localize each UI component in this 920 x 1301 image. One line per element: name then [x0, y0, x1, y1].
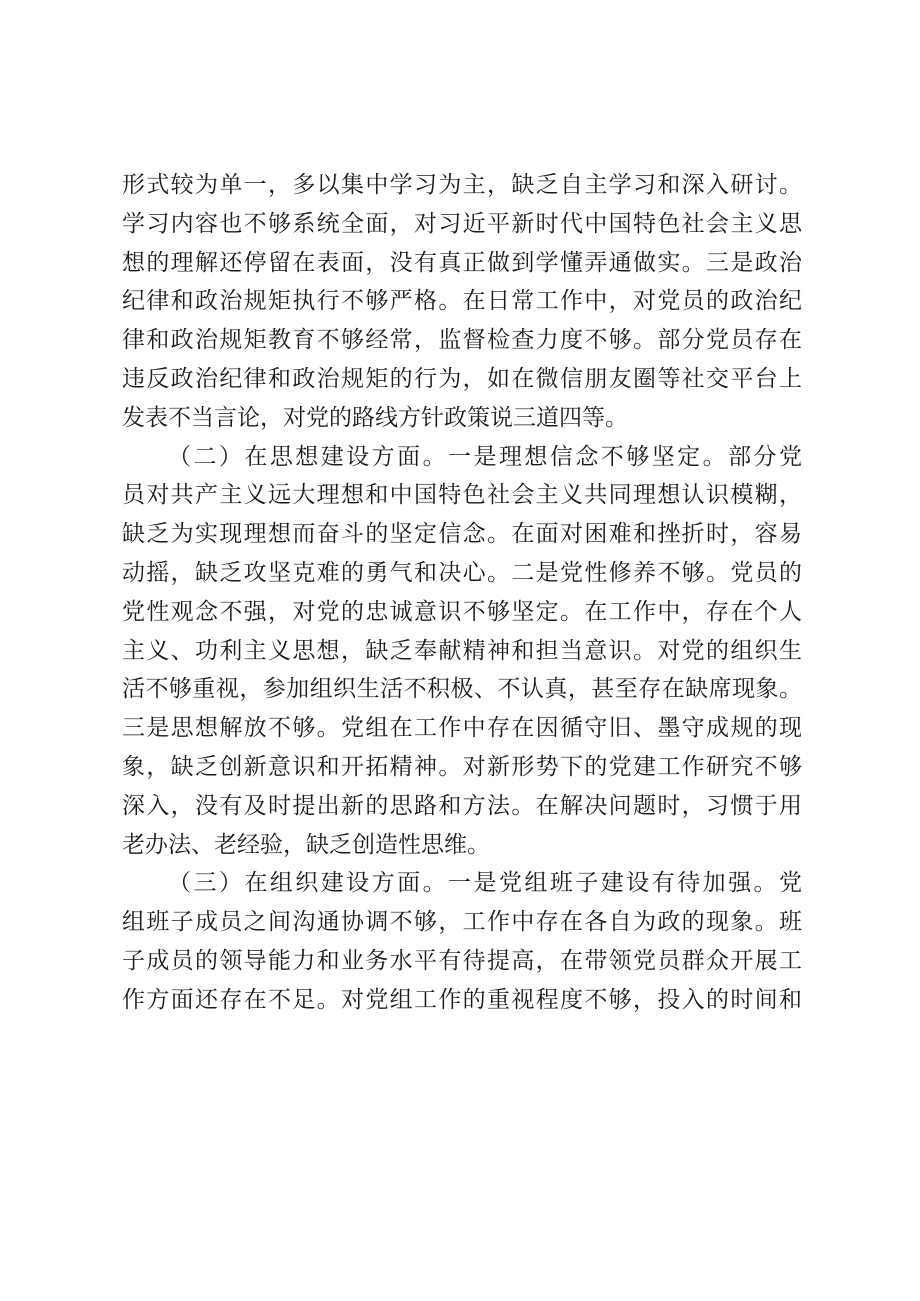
- text-line: 学习内容也不够系统全面，对习近平新时代中国特色社会主义思: [122, 210, 802, 237]
- paragraph-ideological-building: [122, 438, 802, 865]
- text-line: 党性观念不强，对党的忠诚意识不够坚定。在工作中，存在个人: [122, 598, 802, 625]
- text-line: 作方面还存在不足。对党组工作的重视程度不够，投入的时间和: [122, 986, 802, 1013]
- text-line: 发表不当言论，对党的路线方针政策说三道四等。: [122, 404, 628, 431]
- text-line: 深入，没有及时提出新的思路和方法。在解决问题时，习惯于用: [122, 792, 802, 819]
- text-line: 员对共产主义远大理想和中国特色社会主义共同理想认识模糊，: [122, 482, 802, 509]
- text-line: 缺乏为实现理想而奋斗的坚定信念。在面对困难和挫折时，容易: [122, 521, 802, 548]
- text-line: 象，缺乏创新意识和开拓精神。对新形势下的党建工作研究不够: [122, 753, 802, 780]
- text-line: 律和政治规矩教育不够经常，监督检查力度不够。部分党员存在: [122, 327, 802, 354]
- text-line: 活不够重视，参加组织生活不积极、不认真，甚至存在缺席现象。: [122, 676, 802, 703]
- text-line: 三是思想解放不够。党组在工作中存在因循守旧、墨守成规的现: [122, 715, 802, 742]
- text-line: 想的理解还停留在表面，没有真正做到学懂弄通做实。三是政治: [122, 249, 802, 276]
- text-line: 形式较为单一，多以集中学习为主，缺乏自主学习和深入研讨。: [122, 172, 802, 198]
- text-line: 主义、功利主义思想，缺乏奉献精神和担当意识。对党的组织生: [122, 637, 802, 664]
- text-line: 老办法、老经验，缺乏创造性思维。: [122, 831, 490, 858]
- text-line: （二）在思想建设方面。一是理想信念不够坚定。部分党: [168, 443, 802, 470]
- text-line: 动摇，缺乏攻坚克难的勇气和决心。二是党性修养不够。党员的: [122, 559, 802, 586]
- document-body: [122, 166, 802, 1020]
- text-line: 纪律和政治规矩执行不够严格。在日常工作中，对党员的政治纪: [122, 288, 802, 315]
- text-line: （三）在组织建设方面。一是党组班子建设有待加强。党: [168, 870, 802, 897]
- paragraph-organizational-building: [122, 864, 802, 1019]
- text-line: 违反政治纪律和政治规矩的行为，如在微信朋友圈等社交平台上: [122, 365, 802, 392]
- text-line: 组班子成员之间沟通协调不够，工作中存在各自为政的现象。班: [122, 909, 802, 936]
- text-line: 子成员的领导能力和业务水平有待提高，在带领党员群众开展工: [122, 947, 802, 974]
- paragraph-political-discipline: [122, 166, 802, 438]
